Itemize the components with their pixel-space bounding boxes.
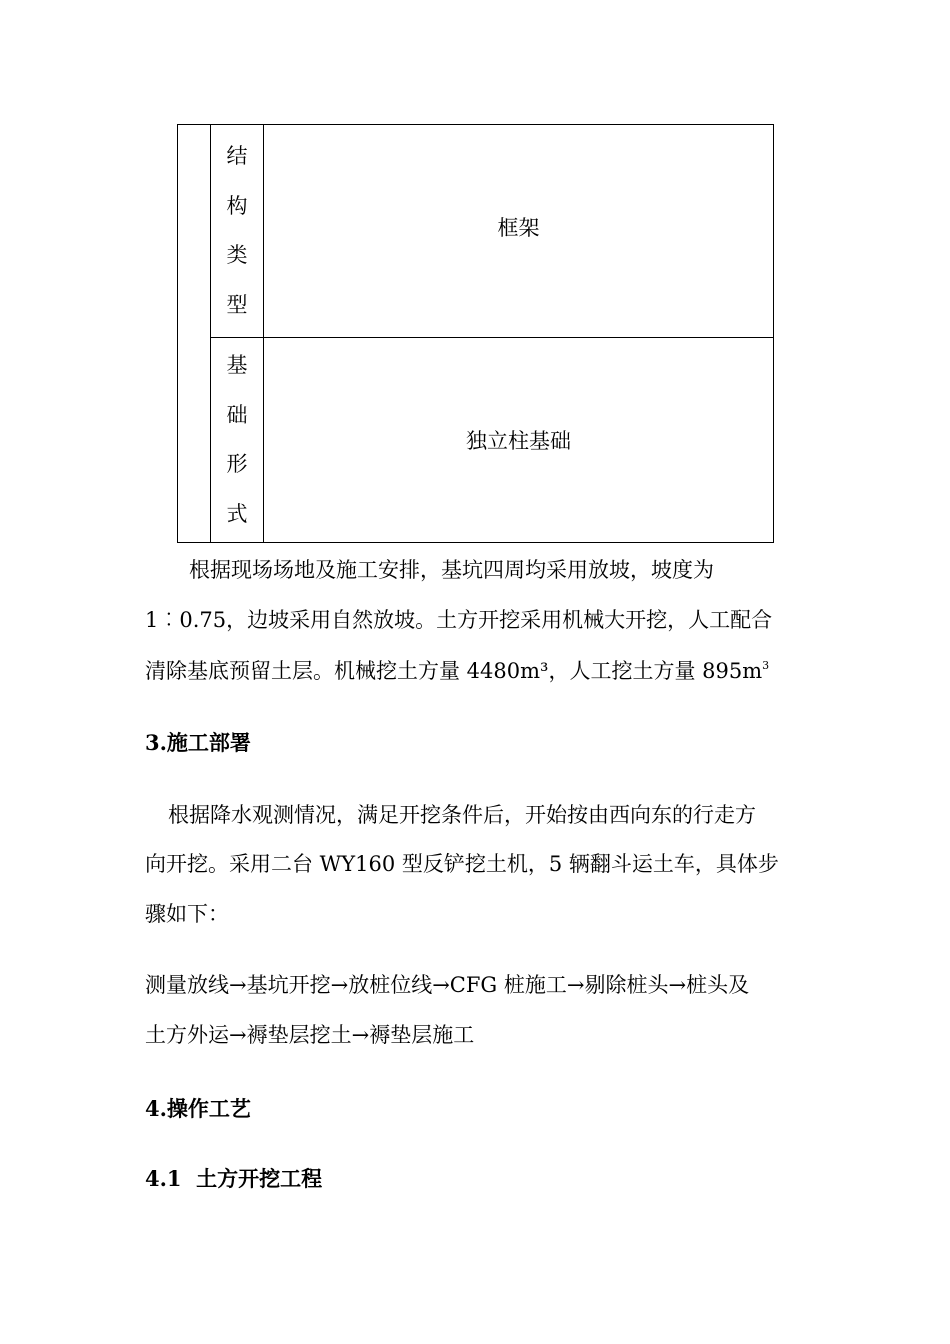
label-char: 类	[226, 243, 248, 267]
table-merged-cell	[178, 125, 211, 543]
label-char: 构	[226, 193, 248, 218]
paragraph-line: 骤如下：	[145, 902, 229, 926]
paragraph-line: 根据现场场地及施工安排，基坑四周均采用放坡，坡度为	[189, 558, 714, 582]
subsection-heading: 4.1 土方开挖工程	[145, 1166, 323, 1191]
section-heading: 4.操作工艺	[145, 1096, 251, 1121]
paragraph-text: 清除基底预留土层。机械挖土方量 4480m³，人工挖土方量 895m	[145, 659, 763, 683]
row-value-structure-type: 框架	[264, 125, 774, 338]
label-char: 形	[226, 452, 248, 476]
label-char: 础	[226, 402, 248, 427]
label-char: 型	[226, 292, 248, 317]
row-label-foundation-form	[211, 338, 264, 543]
paragraph-line	[145, 655, 769, 685]
paragraph-line: 根据降水观测情况，满足开挖条件后，开始按由西向东的行走方	[168, 803, 756, 827]
project-info-table	[177, 124, 774, 543]
table-row	[178, 125, 774, 338]
row-value-foundation-form: 独立柱基础	[264, 338, 774, 543]
label-char: 式	[226, 501, 248, 526]
paragraph-line: 向开挖。采用二台 WY160 型反铲挖土机，5 辆翻斗运土车，具体步	[145, 852, 779, 876]
label-char: 基	[226, 353, 248, 377]
flow-line: 土方外运→褥垫层挖土→褥垫层施工	[145, 1023, 475, 1047]
superscript: 3	[762, 659, 770, 672]
flow-line: 测量放线→基坑开挖→放桩位线→CFG 桩施工→剔除桩头→桩头及	[145, 973, 750, 997]
row-label-structure-type	[211, 125, 264, 338]
paragraph-line: 1︰0.75，边坡采用自然放坡。土方开挖采用机械大开挖，人工配合	[145, 608, 773, 632]
table-row	[178, 338, 774, 543]
label-char: 结	[226, 144, 248, 168]
section-heading: 3.施工部署	[145, 730, 251, 755]
